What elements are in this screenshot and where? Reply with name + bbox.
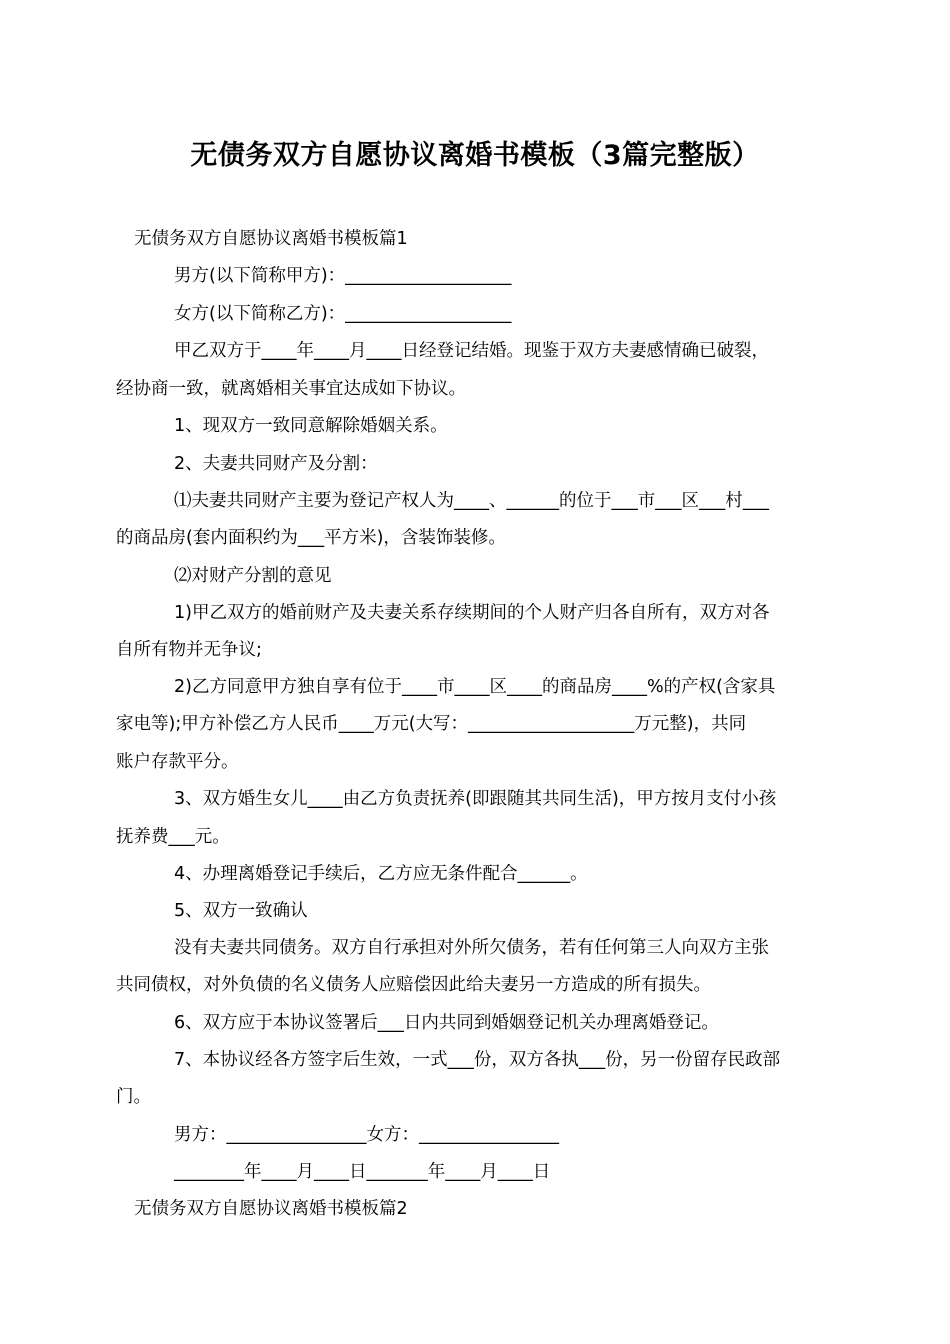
clause-5-line-2: 共同债权，对外负债的名义债务人应赔偿因此给夫妻另一方造成的所有损失。 [116,975,711,995]
signature-line: 男方：________________女方：________________ [174,1125,559,1145]
party-a-line: 男方(以下简称甲方)：___________________ [174,266,512,286]
intro-paragraph-line-1: 甲乙双方于____年____月____日经登记结婚。现鉴于双方夫妻感情确已破裂， [174,341,769,361]
clause-3-line-1: 3、双方婚生女儿____由乙方负责抚养(即跟随其共同生活)，甲方按月支付小孩 [174,789,777,809]
intro-paragraph-line-2: 经协商一致，就离婚相关事宜达成如下协议。 [116,379,466,399]
clause-2-2-2-line-2: 家电等);甲方补偿乙方人民币____万元(大写：___________________万元整)，共同 [116,714,747,734]
clause-2-2-2-line-1: 2)乙方同意甲方独自享有位于____市____区____的商品房____%的产权(含家具 [174,677,776,697]
clause-7-line-2: 门。 [116,1087,151,1107]
clause-2-2: ⑵对财产分割的意见 [174,566,332,586]
document-title: 无债务双方自愿协议离婚书模板（3篇完整版） [190,140,760,171]
clause-1: 1、现双方一致同意解除婚姻关系。 [174,416,448,436]
clause-6: 6、双方应于本协议签署后___日内共同到婚姻登记机关办理离婚登记。 [174,1013,719,1033]
clause-2-1-line-1: ⑴夫妻共同财产主要为登记产权人为____、______的位于___市___区___村___ [174,491,769,511]
clause-4: 4、办理离婚登记手续后，乙方应无条件配合______。 [174,864,588,884]
clause-2: 2、夫妻共同财产及分割： [174,454,378,474]
clause-5: 5、双方一致确认 [174,901,308,921]
clause-2-2-1-line-2: 自所有物并无争议; [116,640,262,660]
section-heading-2: 无债务双方自愿协议离婚书模板篇2 [134,1199,408,1219]
section-heading-1: 无债务双方自愿协议离婚书模板篇1 [134,229,408,249]
clause-5-line-1: 没有夫妻共同债务。双方自行承担对外所欠债务，若有任何第三人向双方主张 [174,938,769,958]
clause-2-2-1-line-1: 1)甲乙双方的婚前财产及夫妻关系存续期间的个人财产归各自所有，双方对各 [174,603,770,623]
clause-2-2-2-line-3: 账户存款平分。 [116,752,239,772]
clause-2-1-line-2: 的商品房(套内面积约为___平方米)，含装饰装修。 [116,528,506,548]
clause-7-line-1: 7、本协议经各方签字后生效，一式___份，双方各执___份，另一份留存民政部 [174,1050,781,1070]
party-b-line: 女方(以下简称乙方)：___________________ [174,304,512,324]
date-line: ________年____月____日_______年____月____日 [174,1162,551,1182]
clause-3-line-2: 抚养费___元。 [116,827,230,847]
